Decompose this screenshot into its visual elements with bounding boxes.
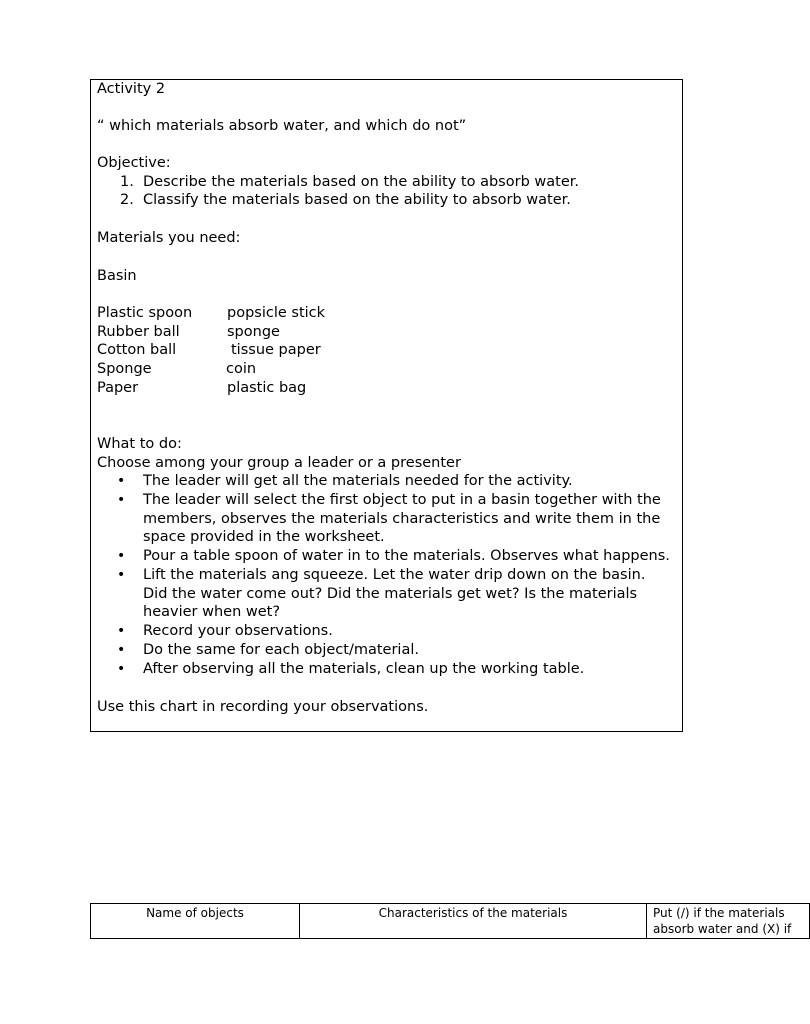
objective-number: 2. xyxy=(120,192,134,208)
objective-text: Describe the materials based on the ability to absorb water. xyxy=(143,174,579,190)
step-item: After observing all the materials, clean up the working table. xyxy=(143,661,585,677)
step-item: Pour a table spoon of water in to the materials. Observes what happens. xyxy=(143,548,670,564)
bullet-icon: • xyxy=(117,548,126,564)
material-item: plastic bag xyxy=(227,380,307,396)
material-item: Paper xyxy=(97,380,139,396)
activity-box xyxy=(90,79,683,732)
what-to-do-intro: Choose among your group a leader or a presenter xyxy=(97,455,461,471)
header-cell-name: Name of objects xyxy=(91,904,300,939)
material-item: Cotton ball xyxy=(97,342,177,358)
step-item: The leader will get all the materials needed for the activity. xyxy=(143,473,573,489)
objective-number: 1. xyxy=(120,174,134,190)
bullet-icon: • xyxy=(117,642,126,658)
step-item: Do the same for each object/material. xyxy=(143,642,419,658)
table-header-row xyxy=(91,904,810,939)
bullet-icon: • xyxy=(117,623,126,639)
step-item: Lift the materials ang squeeze. Let the water drip down on the basin. Did the water come out? Did the materials get wet? Is the materials heavier when wet? xyxy=(143,567,646,621)
bullet-icon: • xyxy=(117,661,126,677)
header-cell-absorb: Put (/) if the materials absorb water and (X) if xyxy=(647,904,810,939)
objective-text: Classify the materials based on the ability to absorb water. xyxy=(143,192,571,208)
step-item: Record your observations. xyxy=(143,623,333,639)
material-item: coin xyxy=(226,361,257,377)
material-item: Sponge xyxy=(97,361,152,377)
material-item: Rubber ball xyxy=(97,324,180,340)
bullet-icon: • xyxy=(117,473,126,489)
closing-text: Use this chart in recording your observations. xyxy=(97,699,429,715)
header-cell-characteristics: Characteristics of the materials xyxy=(300,904,647,939)
bullet-icon: • xyxy=(117,492,126,508)
material-item: Plastic spoon xyxy=(97,305,193,321)
step-item: The leader will select the first object to put in a basin together with the members, observes the materials characteristics and write them in the space provided in the worksheet. xyxy=(143,492,661,546)
material-item: sponge xyxy=(227,324,280,340)
activity-question: “ which materials absorb water, and which do not” xyxy=(97,118,467,134)
material-item: popsicle stick xyxy=(227,305,326,321)
materials-heading: Materials you need: xyxy=(97,230,241,246)
materials-basin: Basin xyxy=(97,268,137,284)
observation-table xyxy=(90,903,810,939)
objective-heading: Objective: xyxy=(97,155,171,171)
material-item: tissue paper xyxy=(231,342,321,358)
bullet-icon: • xyxy=(117,567,126,583)
activity-title: Activity 2 xyxy=(97,81,166,97)
what-to-do-heading: What to do: xyxy=(97,436,182,452)
